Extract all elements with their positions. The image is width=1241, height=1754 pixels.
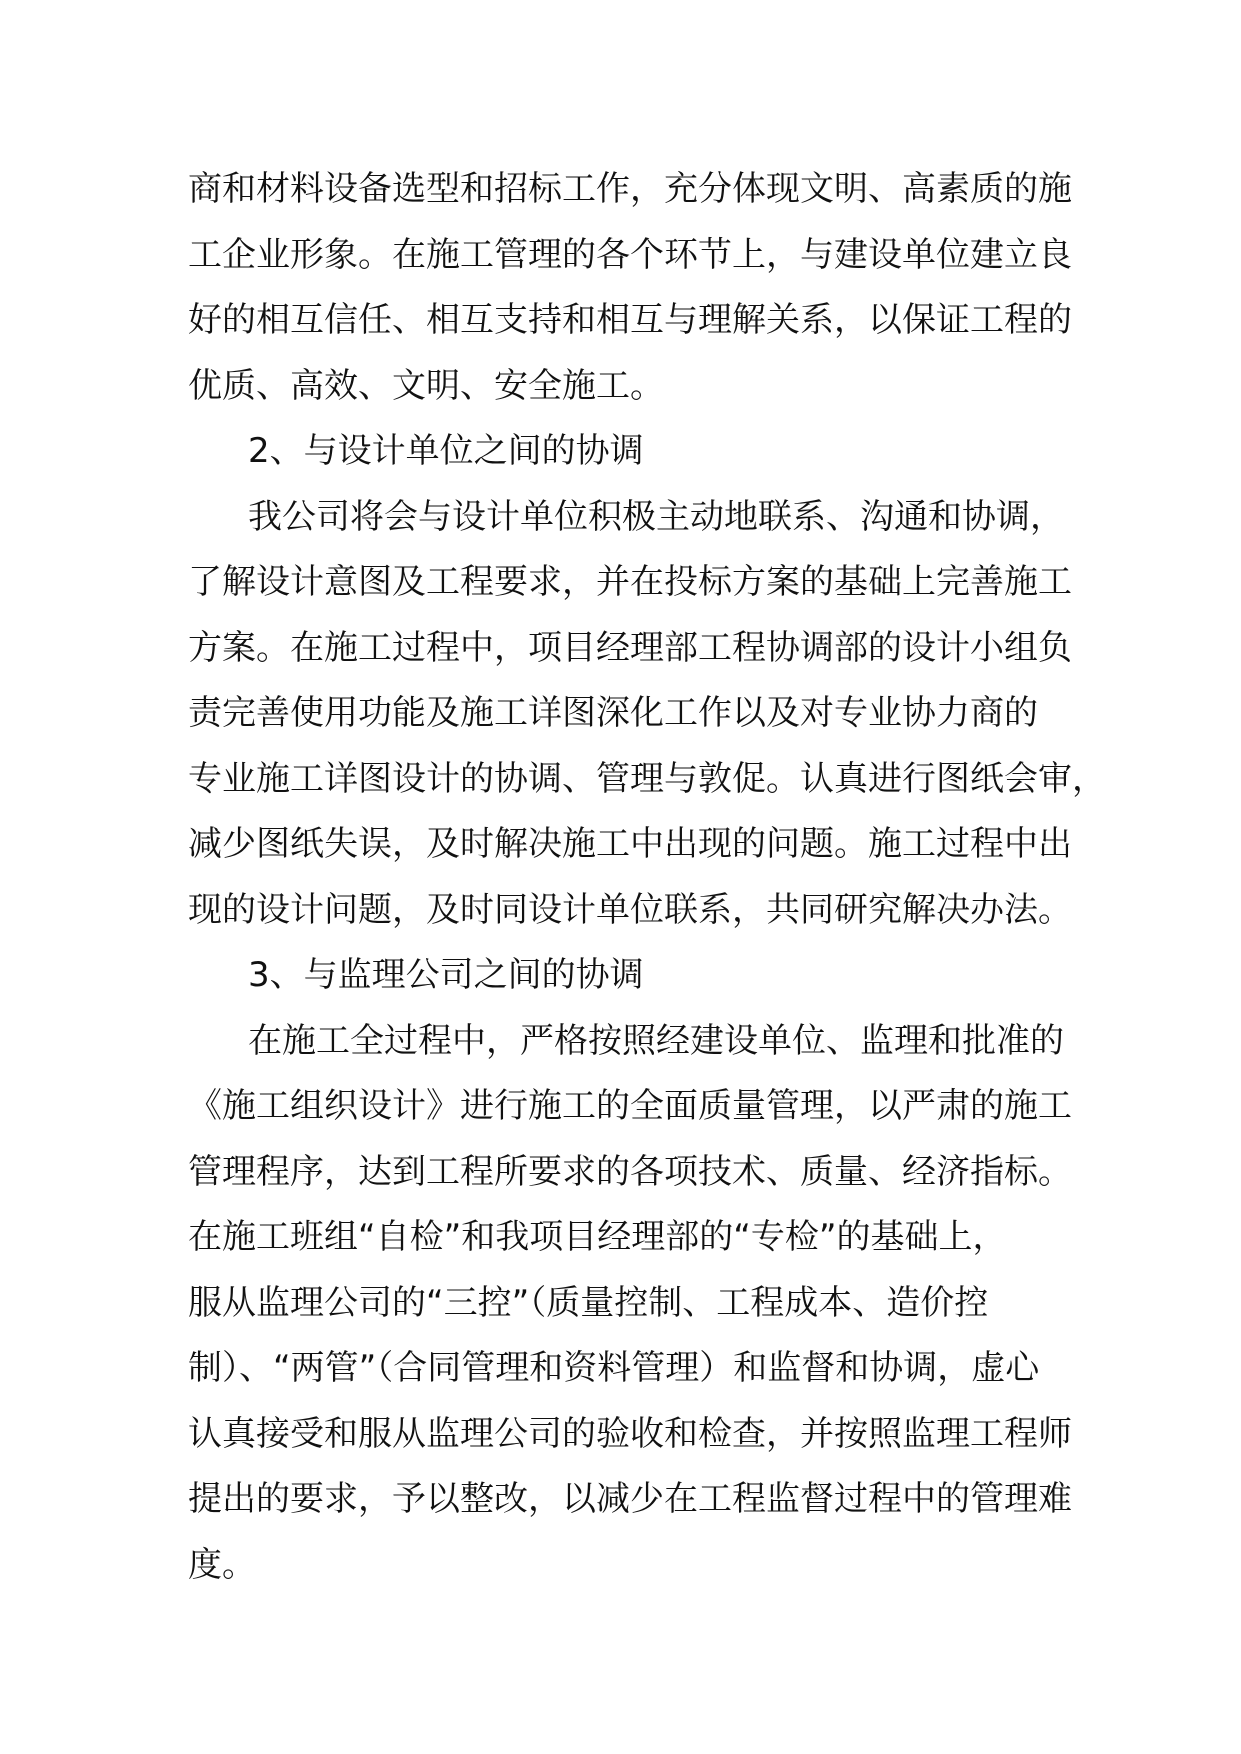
text-line: 了解设计意图及工程要求，并在投标方案的基础上完善施工 xyxy=(188,562,1072,602)
text-line: 减少图纸失误，及时解决施工中出现的问题。施工过程中出 xyxy=(188,824,1072,864)
text-line: 责完善使用功能及施工详图深化工作以及对专业协力商的 xyxy=(188,693,1038,733)
text-line: 优质、高效、文明、安全施工。 xyxy=(188,365,664,406)
text-line: 在施工班组“自检”和我项目经理部的“专检”的基础上， xyxy=(188,1217,1007,1257)
text-line: 现的设计问题，及时同设计单位联系，共同研究解决办法。 xyxy=(188,889,1072,930)
text-line: 制）、“两管”（合同管理和资料管理）和监督和协调，虚心 xyxy=(188,1348,1040,1388)
text-line: 《施工组织设计》进行施工的全面质量管理，以严肃的施工 xyxy=(188,1086,1072,1126)
text-line: 认真接受和服从监理公司的验收和检查，并按照监理工程师 xyxy=(188,1413,1072,1454)
text-line: 在施工全过程中，严格按照经建设单位、监理和批准的 xyxy=(248,1020,1064,1061)
text-line: 管理程序，达到工程所要求的各项技术、质量、经济指标。 xyxy=(188,1151,1072,1192)
text-line: 方案。在施工过程中，项目经理部工程协调部的设计小组负 xyxy=(188,627,1072,668)
text-line: 专业施工详图设计的协调、管理与敦促。认真进行图纸会审， xyxy=(188,758,1106,799)
text-line: 提出的要求，予以整改，以减少在工程监督过程中的管理难 xyxy=(188,1479,1072,1519)
body-text xyxy=(188,157,1106,1598)
text-line: 我公司将会与设计单位积极主动地联系、沟通和协调， xyxy=(248,496,1064,537)
section-heading: 3、与监理公司之间的协调 xyxy=(248,955,644,995)
text-line: 商和材料设备选型和招标工作，充分体现文明、高素质的施 xyxy=(188,169,1072,209)
text-line: 服从监理公司的“三控”（质量控制、工程成本、造价控 xyxy=(188,1282,989,1323)
text-line: 好的相互信任、相互支持和相互与理解关系，以保证工程的 xyxy=(188,300,1072,340)
text-line: 工企业形象。在施工管理的各个环节上，与建设单位建立良 xyxy=(188,234,1072,275)
text-line: 度。 xyxy=(188,1544,256,1585)
section-heading: 2、与设计单位之间的协调 xyxy=(248,431,644,471)
